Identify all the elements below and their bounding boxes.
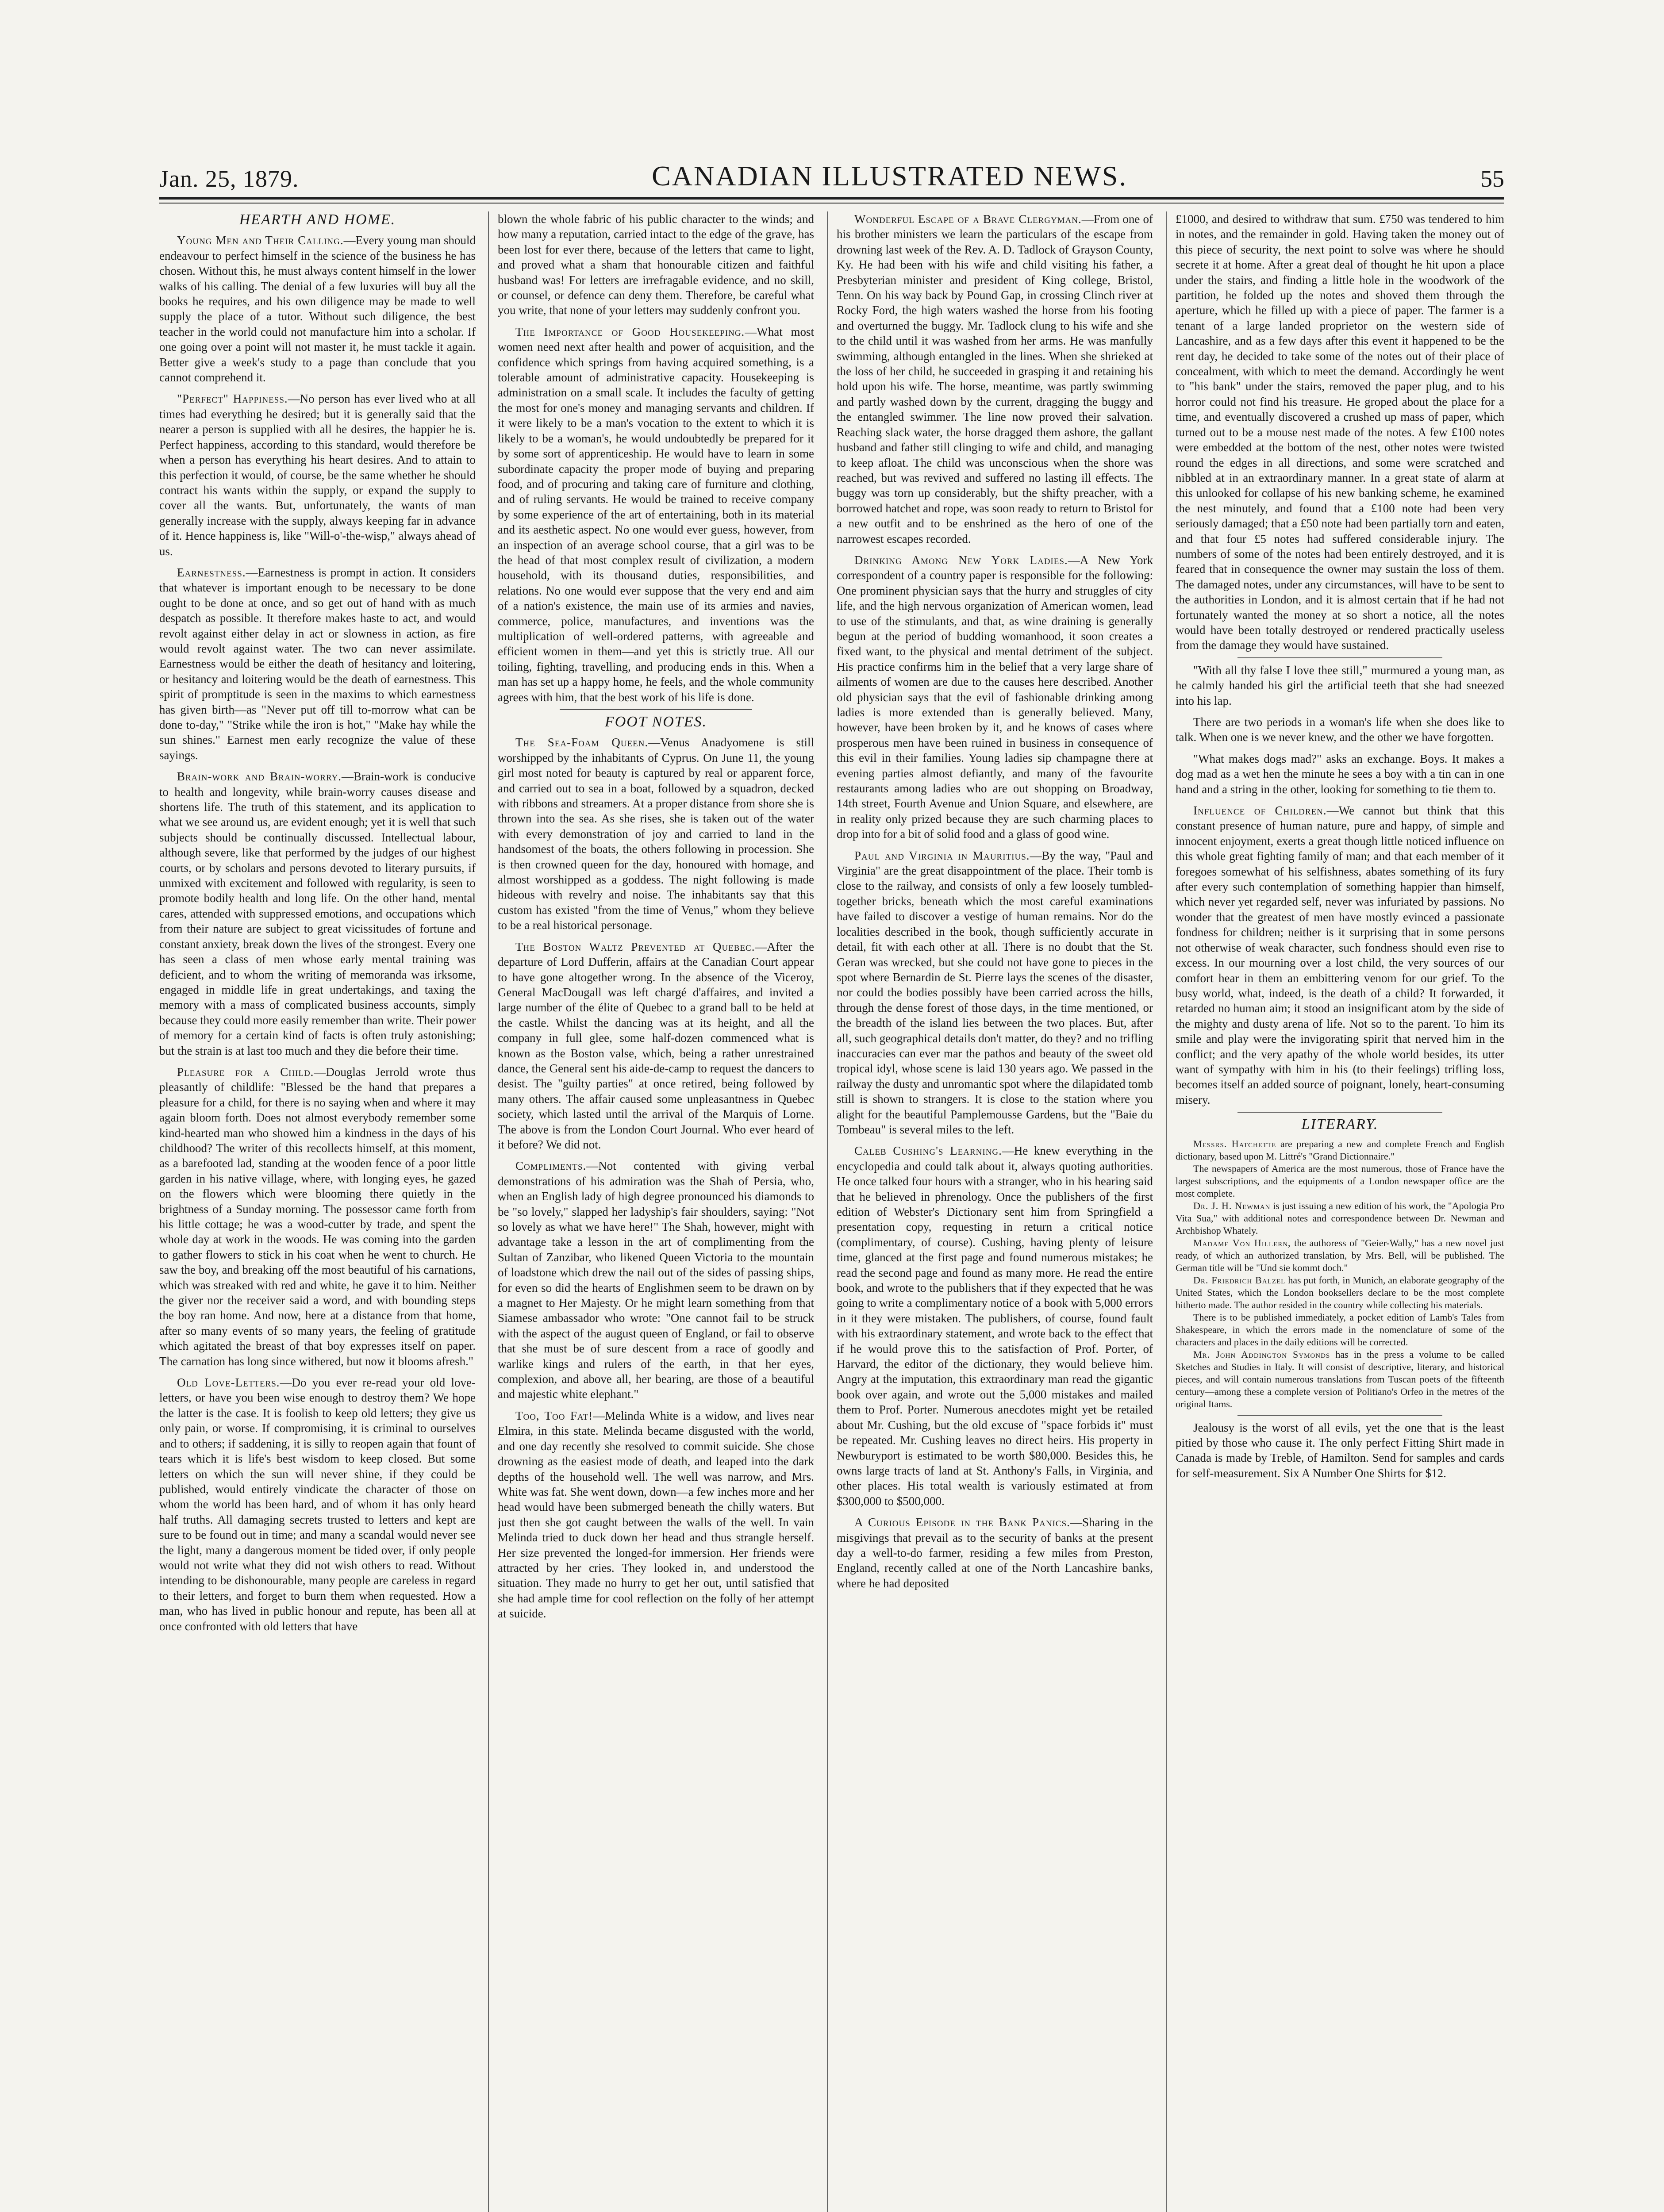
article-heading: "Perfect" Happiness.: [177, 392, 288, 406]
article-body: —Douglas Jerrold wrote thus pleasantly of childlife: "Blessed be the hand that prepares a pleasure for a child, for there is no saying when and where it may again bloom forth. Does not almost everybody remember some kind-hearted man who showed him a kindness in the days of his childhood? The writer of this recollects himself, at this moment, as a barefooted lad, standing at the wooden fence of a poor little garden in his native village, where, with longing eyes, he gazed on the flowers which were blooming there quietly in the brightness of a Sunday morning. The possessor came forth from his little cottage; he was a wood-cutter by trade, and spent the whole day at work in the woods. He was coming into the garden to gather flowers to stick in his coat when he went to church. He saw the boy, and breaking off the most beautiful of his carnations, which was streaked with red and white, he gave it to him. Neither the giver nor the receiver said a word, and with bounding steps the boy ran home. And now, here at a distance from that home, after so many events of so many years, the feeling of gratitude which agitated the breast of that boy expresses itself on paper. The carnation has long since withered, but now it blooms afresh.": [159, 1065, 476, 1368]
article-heading: Old Love-Letters.: [177, 1376, 280, 1390]
literary-body: are preparing a new and complete French and English dictionary, based upon M. Littré's "Grand Dictionnaire.": [1176, 1138, 1504, 1162]
literary-item-newman: [1176, 1200, 1504, 1237]
paragraph-jealousy-advert: Jealousy is the worst of all evils, yet the one that is the least pitied by those who cause it. The only perfect Fitting Shirt made in Canada is made by Treble, of Hamilton. Send for samples and cards for self-measurement. Six A Number One Shirts for $12.: [1176, 1421, 1504, 1480]
literary-body: the authoress of "Geier-Wally," has a new novel just ready, of which an authorized translation, by Mrs. Bell, will be published. The German title will be "Und sie kommt doch.": [1176, 1237, 1504, 1273]
column-4: [1176, 211, 1504, 2212]
literary-item-newspapers: The newspapers of America are the most numerous, those of France have the largest subscriptions, and the equipments of a London newspaper office are the most complete.: [1176, 1163, 1504, 1199]
article-body: —Earnestness is prompt in action. It considers that whatever is important enough to be necessary to be done ought to be done at once, and so get out of hand with as much despatch as possible. It therefore makes haste to act, and would revolt against either delay in act or slowness in action, as fire would revolt against water. The two can never assimilate. Earnestness would be either the death of hesitancy and loitering, or hesitancy and loitering would be the death of earnestness. This spirit of promptitude is seen in the maxims to which earnestness has given birth—as "Never put off till to-morrow what can be done to-day," "Strike while the iron is hot," "Make hay while the sun shines." Earnest men early recognize the value of these sayings.: [159, 565, 476, 762]
column-1: [159, 211, 476, 2212]
article-heading: Brain-work and Brain-worry.: [177, 770, 342, 783]
article-body: —We cannot but think that this constant presence of human nature, pure and happy, of simple and innocent enjoyment, exerts a great though little noticed influence on this whole great fighting family of man; and that each member of it foregoes somewhat of his selfishness, abates something of its fury after every such contemplation of something happier than himself, which never yet regarded self, never was infuriated by passions. No wonder that the greatest of men have mostly evinced a passionate fondness for children; neither is it surprising that in some persons not otherwise of weak character, such fondness should even rise to excess. In our mourning over a lost child, the very sources of our comfort hear in them an embittering venom for our grief. To the busy world, what, indeed, is the death of a child? It forwarded, it retarded no human aim; it stood an insignificant atom by the side of the mighty and dusty arena of life. Not so to the parent. To him its smile and play were the invigorating spirit that nerved him in the conflict; and the very apathy of the whole world besides, its utter want of sympathy with him in his (to their feelings) trifling loss, becomes itself an added source of poignant, lonely, heart-consuming misery.: [1176, 804, 1504, 1106]
literary-body: is just issuing a new edition of his work, the "Apologia Pro Vita Sua," with additional notes and correspondence between Dr. Newman and Archbishop Whately.: [1176, 1200, 1504, 1236]
literary-item-lamb: There is to be published immediately, a pocket edition of Lamb's Tales from Shakespeare, in which the errors made in the nomenclature of some of the characters and places in the daily editions will be corrected.: [1176, 1311, 1504, 1348]
article-body: —No person has ever lived who at all times had everything he desired; but it is generally said that the nearer a person is supplied with all he desires, the happier he is. Perfect happiness, according to this standard, would therefore be when a person has everything his heart desires. And to attain to this perfection it would, of course, be the same whether he should contract his wants within the supply, or expand the supply to cover all the wants. But, unfortunately, the wants of man generally increase with the supply, always keeping far in advance of it. Hence happiness is, like "Will-o'-the-wisp," always ahead of us.: [159, 392, 476, 558]
article-paul-and-virginia: [837, 848, 1153, 1137]
article-heading: Wonderful Escape of a Brave Clergyman.: [854, 212, 1082, 226]
article-heading: Too, Too Fat!: [515, 1409, 593, 1422]
article-heading: Pleasure for a Child.: [177, 1065, 314, 1079]
article-body: —Not contented with giving verbal demonstrations of his admiration was the Shah of Persia, who, when an English lady of high degree pronounced his diamonds to be "so lovely," slapped her ladyship's fair shoulders, saying: "Not so lovely as what we have here!" The Shah, however, might with advantage take a lesson in the art of complimenting from the Sultan of Zanzibar, who likened Queen Victoria to the mountain of loadstone which drew the nail out of the sides of passing ships, for even so did the hearts of Englishmen seem to be drawn on by a magnet to Her Majesty. Or he might learn something from that Siamese ambassador who wrote: "One cannot fail to be struck with the aspect of the august queen of England, or fail to observe that she must be of sure descent from a race of goodly and warlike kings and rulers of the earth, in that her eyes, complexion, and above all, her bearing, are those of a beautiful and majestic white elephant.": [498, 1159, 814, 1401]
article-body: —A New York correspondent of a country paper is responsible for the following: One prominent physician says that the hurry and struggles of city life, and the high nervous organization of American women, lead to use of the stimulants, and that, as wine draining is generally begun at the period of budding womanhood, it soon creates a fixed want, to the physical and mental detriment of the subject. His practice confirms him in the belief that a very large share of ailments of women are due to the causes here described. Another old physician says that the evil of fashionable drinking among ladies is more extended than is generally believed. Many, however, have been broken by it, and he knows of cases where prosperous men have been ruined in business in consequence of this evil in their families. Young ladies sip champagne there at evening parties almost defiantly, and many of the favourite restaurants among ladies who are out shopping on Broadway, 14th street, Fourth Avenue and Union Square, and elsewhere, are in reality only prized because they are such charming places to drop into for a bit of solid food and a glass of good wine.: [837, 553, 1153, 841]
article-body: —What most women need next after health and power of acquisition, and the confidence which springs from having acquired something, is a tolerable amount of administrative capacity. Housekeeping is administration on a small scale. It includes the faculty of getting the most for one's money and managing servants and children. If it were likely to be a man's vocation to the extent to which it is likely to be a woman's, he would undoubtedly be prepared for it by some sort of apprenticeship. He would have to learn in some subordinate capacity the proper mode of buying and preparing food, and of procuring and taking care of furniture and clothing, and of ruling servants. He would be trained to receive company by some experience of the art of entertaining, both in its material and its aesthetic aspect. No one would ever guess, however, from an inspection of an average school course, that a girl was to be the head of that most complex result of civilization, a modern household, with its thousand duties, responsibilities, and relations. No one would ever suppose that the very end and aim of a nation's existence, the main use of its armies and navies, commerce, police, manufactures, and inventions was the multiplication of well-ordered patterns, with agreeable and efficient women in them—and yet this is strictly true. All our toiling, fighting, travelling, and producing ends in this. When a man has set up a happy home, he feels, and the whole community agrees with him, that the best work of his life is done.: [498, 325, 814, 704]
article-compliments: [498, 1158, 814, 1402]
article-earnestness: [159, 565, 476, 763]
column-2: [498, 211, 814, 2212]
article-heading: A Curious Episode in the Bank Panics.: [854, 1516, 1070, 1529]
article-heading: The Importance of Good Housekeeping.: [515, 325, 745, 338]
page-number: 55: [1480, 165, 1504, 192]
article-good-housekeeping: [498, 324, 814, 705]
article-too-fat: [498, 1408, 814, 1621]
section-title-foot-notes: FOOT NOTES.: [604, 714, 707, 730]
article-body: —From one of his brother ministers we learn the particulars of the escape from drowning last week of the Rev. A. D. Tadlock of Grayson County, Ky. He had been with his wife and child visiting his father, a Presbyterian minister and president of King college, Bristol, Tenn. On his way back by Pound Gap, in crossing Clinch river at Rocky Ford, the high waters washed the horse from his footing and overturned the buggy. Mr. Tadlock clung to his wife and she to the child until it was washed from her arms. He was manfully swimming, although entangled in the lines. When she shrieked at the loss of her child, he succeeded in grasping it and retaining his hold upon his wife. The horse, meantime, was partly swimming and partly washed down by the current, dragging the buggy and the entangled swimmer. The line now proved their salvation. Reaching slack water, the horse dragged them ashore, the gallant husband and father still clinging to wife and child, and managing to keep afloat. The child was unconscious when the shore was reached, but was revived and suffered no lasting ill effects. The buggy was torn up considerably, but the shifty preacher, with a borrowed hatchet and rope, was soon ready to return to Bristol for a new outfit and to be enshrined as the hero of one of the narrowest escapes recorded.: [837, 212, 1153, 545]
article-body: —Venus Anadyomene is still worshipped by the inhabitants of Cyprus. On June 11, the young girl most noted for beauty is captured by real or apparent force, and carried out to sea in a boat, followed by a squadron, decked with ribbons and streamers. At a proper distance from shore she is thrown into the sea. As she rises, she is taken out of the water with every demonstration of joy and carried to land in the handsomest of the boats, the others following in procession. She is then crowned queen for the day, honoured with homage, and almost worshipped as a goddess. The night following is made hideous with revelry and noise. The inhabitants say that this custom has existed "from the time of Venus," whom they believe to be a real historical personage.: [498, 736, 814, 932]
column-divider: [488, 211, 489, 2212]
column-divider: [1166, 211, 1167, 2212]
article-body: —Every young man should endeavour to perfect himself in the science of the business he has chosen. Without this, he must always content himself in the lower walks of his calling. The denial of a few luxuries will buy all the books he requires, and his own diligence may be made to well supply the place of a tutor. Without such diligence, the best teacher in the world could not manufacture him into a scholar. If one going over a point will not master it, he must tackle it again. Better give a week's study to a page than conclude that you cannot comprehend it.: [159, 234, 476, 384]
article-wonderful-escape: [837, 211, 1153, 546]
literary-heading: Dr. J. H. Newman: [1193, 1200, 1271, 1211]
section-divider: [1237, 657, 1442, 658]
article-body: —Sharing in the misgivings that prevail as to the security of banks at the present day a well-to-do farmer, residing a few miles from Preston, England, recently called at one of the North Lancashire banks, where he had deposited: [837, 1516, 1153, 1590]
paragraph-two-periods: There are two periods in a woman's life when she does like to talk. When one is we never knew, and the other we have forgotten.: [1176, 715, 1504, 744]
article-bank-panics: [837, 1515, 1153, 1591]
masthead-title: CANADIAN ILLUSTRATED NEWS.: [652, 160, 1128, 192]
article-heading: Influence of Children.: [1193, 804, 1327, 818]
column-divider: [827, 211, 828, 2212]
article-heading: Caleb Cushing's Learning.: [854, 1144, 1002, 1158]
section-divider: [1237, 1112, 1442, 1113]
article-heading: Drinking Among New York Ladies.: [854, 553, 1068, 567]
article-continuation: blown the whole fabric of his public character to the winds; and how many a reputation, carried intact to the edge of the grave, has been lost for ever there, because of the letters that came to light, and proved what a sham that honourable citizen and faithful husband was! For letters are irrefragable evidence, and no skill, or counsel, or defence can deny them. Therefore, be careful what you write, that none of your letters may suddenly confront you.: [498, 212, 814, 317]
literary-item-von-hillern: [1176, 1237, 1504, 1274]
page-header: [159, 153, 1504, 192]
article-body: —He knew everything in the encyclopedia and could talk about it, always quoting authorities. He once talked four hours with a stranger, who in his hearing said that he believed in phrenology. Once the publishers of the first edition of Webster's Dictionary sent him from Springfield a presentation copy, requesting in return a critical notice (complimentary, of course). Cushing, having plenty of leisure time, glanced at the first page and found numerous mistakes; he read the second page and found as many more. He read the entire book, and wrote to the publishers that if they expected that he was going to write a complimentary notice of a book with 5,000 errors in it they were mistaken. The publishers, of course, found fault with his extraordinary statement, and wrote back to the effect that if he would prove this to the satisfaction of Prof. Porter, of Harvard, the editor of the dictionary, they would believe him. Angry at the imputation, this extraordinary man read the gigantic book over again, and wrote out the 5,000 mistakes and mailed them to Prof. Porter. Numerous anecdotes might yet be retailed about Mr. Cushing, but the old excuse of "space forbids it" must be repeated. Mr. Cushing leaves no direct heirs. His property in Newburyport is estimated to be worth $80,000. Besides this, he owns large tracts of land at St. Anthony's Falls, in Virginia, and other places. His total wealth is variously estimated at from $300,000 to $500,000.: [837, 1144, 1153, 1508]
article-heading: Compliments.: [515, 1159, 587, 1173]
section-title-hearth-and-home: HEARTH AND HOME.: [239, 211, 396, 228]
article-heading: Paul and Virginia in Mauritius.: [854, 849, 1030, 862]
literary-body: has put forth, in Munich, an elaborate geography of the United States, which the London booksellers declare to be the most complete hitherto made. The author resided in the country while collecting his materials.: [1176, 1274, 1504, 1310]
literary-item-symonds: [1176, 1348, 1504, 1410]
article-drinking-ny-ladies: [837, 553, 1153, 842]
paragraph-dogs-mad: "What makes dogs mad?" asks an exchange. Boys. It makes a dog mad as a wet hen the minute he sees a boy with a tin can in one hand and a string in the other, looking for something to tie them to.: [1176, 752, 1504, 796]
article-perfect-happiness: [159, 391, 476, 558]
literary-heading: Madame Von Hillern,: [1193, 1237, 1291, 1248]
article-body: —After the departure of Lord Dufferin, affairs at the Canadian Court appear to have gone altogether wrong. In the absence of the Viceroy, General MacDougall was left chargé d'affaires, and invited a large number of the élite of Quebec to a grand ball to be held at the castle. Whilst the dancing was at its height, and all the company in full glee, some half-dozen commenced what is known as the Boston valse, which, being a rather unrestrained dance, the General sent his aide-de-camp to request the dancers to desist. The "guilty parties" at once retired, being followed by many others. The affair caused some unpleasantness in Quebec society, which lasted until the arrival of the Marquis of Lorne. The above is from the London Court Journal. Who ever heard of it before? We did not.: [498, 940, 814, 1151]
paragraph-false-teeth: "With all thy false I love thee still," murmured a young man, as he calmly handed his girl the artificial teeth that she had sneezed into his lap.: [1176, 663, 1504, 707]
article-body: —Brain-work is conducive to health and longevity, while brain-worry causes disease and shortens life. The truth of this statement, and its application to what we see around us, are evident enough; yet it is well that such subjects should be continually discussed. Intellectual labour, although severe, like that performed by the judges of our highest courts, or by scholars and persons devoted to literary pursuits, if unmixed with excitement and followed with regularity, is seen to promote bodily health and long life. On the other hand, mental cares, attended with suppressed emotions, and occupations which from their nature are subject to great vicissitudes of fortune and constant anxiety, break down the lives of the strongest. Every one has seen a class of men whose early mental training was deficient, and to whom the writing of memoranda was irksome, engaged in middle life in great undertakings, and taxing the memory with a mass of complicated business accounts, simply because they could more easily remember than write. Their power of memory for a certain kind of facts is often truly astonishing; but the strain is at last too much and they die before their time.: [159, 770, 476, 1057]
article-influence-of-children: [1176, 803, 1504, 1107]
header-rule-thin: [159, 203, 1504, 204]
article-brain-work: [159, 769, 476, 1058]
issue-date: Jan. 25, 1879.: [159, 165, 299, 192]
article-boston-waltz: [498, 939, 814, 1152]
article-body: —Do you ever re-read your old love-letters, or have you been wise enough to destroy them? We hope the latter is the case. It is foolish to keep old letters; they give us only pain, or worse. If compromising, it is criminal to ourselves and to others; if saddening, it is silly to reopen again that fount of tears which it is life's best wisdom to keep closed. But some letters on which the sun will never shine, if they could be published, would entirely vindicate the character of those on whom the world has been hard, and of whom it has only heard half truths. All damaging secrets trusted to letters and kept are sure to be found out in time; and many a scandal would never see the light, many a dangerous moment be tided over, if only people would not write what they did not wish others to read. Without intending to be dishonourable, many people are careless in regard to their letters, and forget to burn them when requested. How a man, who has lived in public honour and repute, has been all at once confronted with old letters that have: [159, 1376, 476, 1633]
literary-item-balzel: [1176, 1274, 1504, 1311]
literary-heading: Dr. Friedrich Balzel: [1193, 1274, 1286, 1286]
article-caleb-cushing: [837, 1143, 1153, 1509]
section-divider: [1237, 1415, 1442, 1416]
section-title-literary: LITERARY.: [1301, 1116, 1379, 1133]
article-old-love-letters: [159, 1375, 476, 1634]
column-3: [837, 211, 1153, 2212]
article-heading: The Sea-Foam Queen.: [515, 736, 649, 749]
header-rule-thick: [159, 197, 1504, 200]
article-sea-foam-queen: [498, 735, 814, 933]
article-young-men: [159, 233, 476, 385]
article-heading: The Boston Waltz Prevented at Quebec.: [515, 940, 755, 953]
article-heading: Earnestness.: [177, 565, 246, 579]
article-pleasure-for-child: [159, 1064, 476, 1369]
article-continuation: £1000, and desired to withdraw that sum. £750 was tendered to him in notes, and the remainder in gold. Having taken the money out of this piece of security, the next point to solve was where he should secrete it at home. After a great deal of thought he hit upon a place under the stairs, and finding a little hole in the woodwork of the partition, he folded up the notes and shoved them through the aperture, which he filled up with a piece of paper. The farmer is a tenant of a large landed proprietor on the western side of Lancashire, and as a few days after this event it happened to be the rent day, he decided to take some of the notes out of their place of concealment, with which to meet the demand. Accordingly he went to "his bank" under the stairs, removed the paper plug, and to his horror could not find his treasure. He groped about the place for a time, and eventually discovered a crushed up mass of paper, which turned out to be a mouse nest made of the notes. A few £100 notes were embedded at the bottom of the nest, other notes were twisted round the edges in all directions, and some were scratched and nibbled at in an extraordinary manner. In a great state of alarm at this unlooked for collapse of his new banking scheme, he examined the nest minutely, and found that a £100 note had been very seriously damaged; that a £50 note had been partially torn and eaten, and that four £5 notes had suffered considerable injury. The numbers of some of the notes had been entirely destroyed, and it is feared that in consequence the owner may sustain the loss of them. The damaged notes, under any circumstances, will have to be sent to the authorities in London, and it is almost certain that if he had not fortunately wanted the money at so short a notice, all the notes would have been totally destroyed or rendered practically useless from the damage they would have sustained.: [1176, 212, 1504, 652]
literary-item-hatchette: [1176, 1138, 1504, 1163]
article-body: —Melinda White is a widow, and lives near Elmira, in this state. Melinda became disgusted with the world, and one day recently she resolved to commit suicide. She chose drowning as the easiest mode of death, and leaped into the dark depths of the household well. The well was narrow, and Mrs. White was fat. She went down, down—a few inches more and her head would have been submerged beneath the chilly waters. But just then she got caught between the walls of the well. In vain Melinda tried to duck down her head and thus strangle herself. Her size prevented the longed-for immersion. Her friends were attracted by her cries. They looked in, and understood the situation. They made no hurry to get her out, until satisfied that she had ample time for cool reflection on the folly of her attempt at suicide.: [498, 1409, 814, 1621]
literary-heading: Messrs. Hatchette: [1193, 1138, 1276, 1149]
literary-heading: Mr. John Addington Symonds: [1193, 1348, 1330, 1360]
literary-body: has in the press a volume to be called Sketches and Studies in Italy. It will consist of descriptive, literary, and historical pieces, and will contain numerous translations from Tuscan poets of the fifteenth century—among these a complete version of Politiano's Orfeo in the metres of the original Itams.: [1176, 1348, 1504, 1409]
article-heading: Young Men and Their Calling.: [177, 234, 344, 247]
section-divider: [560, 709, 752, 710]
article-body: —By the way, "Paul and Virginia" are the great disappointment of the place. Their tomb is close to the railway, and consists of only a few loosely tumbled-together bricks, beneath which the most careful examinations have failed to discover a vestige of human remains. Nor do the localities described in the book, though sufficiently accurate in detail, fit with each other at all. There is no doubt that the St. Geran was wrecked, but she could not have gone to pieces in the spot where Bernardin de St. Pierre lays the scenes of the disaster, nor could the bodies possibly have been carried across the hills, through the dense forest of those days, in the time mentioned, or the breadth of the island lies between the two places. But, after all, such geographical details don't matter, do they? and no trifling inaccuracies can ever mar the pathos and beauty of the sweet old tropical idyl, whose scene is laid 130 years ago. We passed in the railway the dusty and unromantic spot where the dilapidated tomb still is shown to strangers. It is close to the station where you alight for the beautiful Pamplemousse Gardens, but the "Baie du Tombeau" is several miles to the left.: [837, 849, 1153, 1136]
